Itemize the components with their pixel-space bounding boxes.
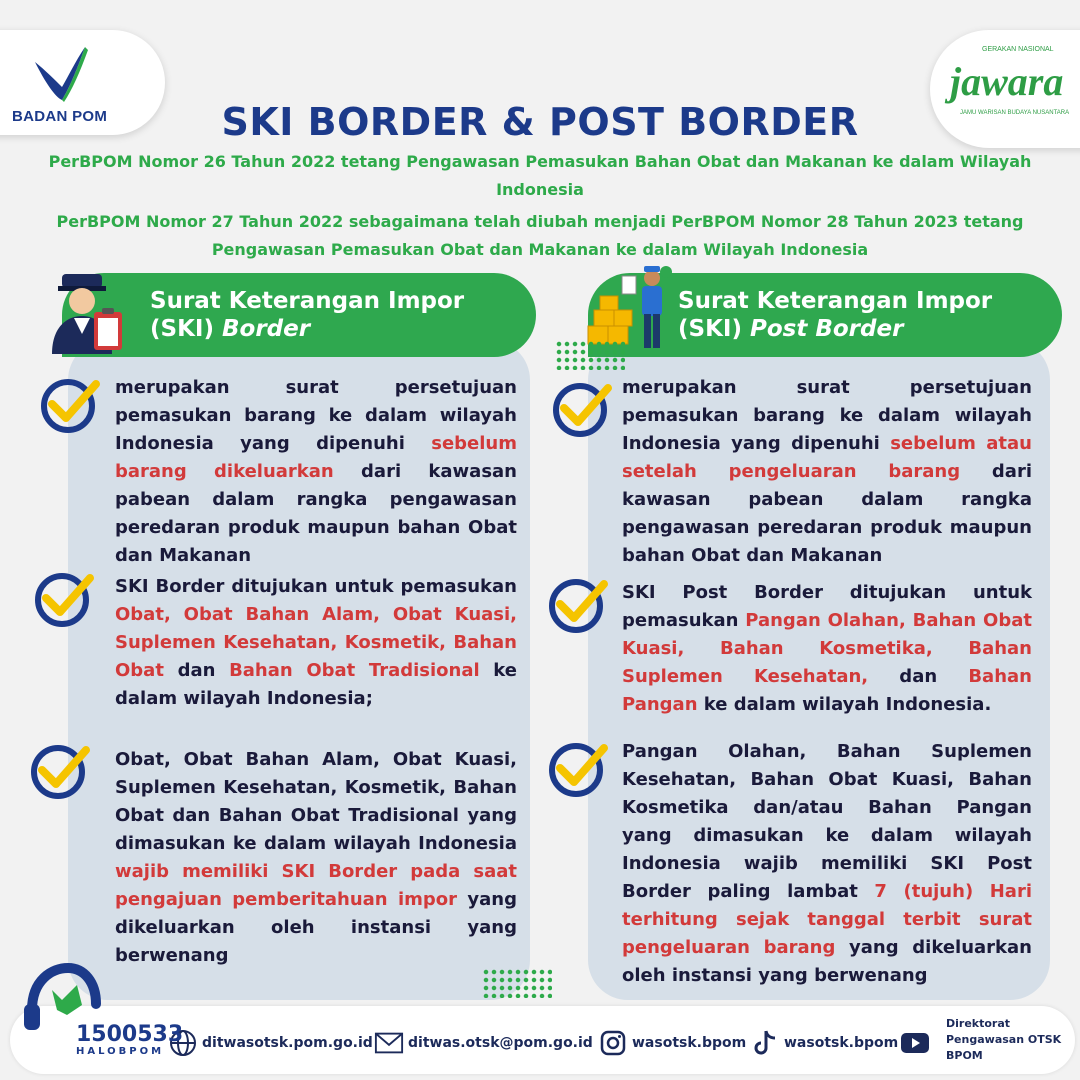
check-icon (34, 570, 94, 630)
decorative-dots (482, 968, 552, 998)
ski-post-border-scope: SKI Post Border ditujukan untuk pemasukan Pangan Olahan, Bahan Obat Kuasi, Bahan Kosmetika, Bahan Suplemen Kesehatan, dan Bahan Pangan ke dalam wilayah Indonesia. (622, 582, 1032, 715)
page-title: SKI BORDER & POST BORDER (221, 100, 859, 144)
ski-post-border-definition: merupakan surat persetujuan pemasukan barang ke dalam wilayah Indonesia yang dipenuhi sebelum atau setelah pengeluaran barang dari kawasan pabean dalam rangka pengawasan peredaran produk maupun bahan Obat dan Makanan (622, 377, 1032, 566)
youtube-icon (900, 1028, 930, 1058)
ski-post-border-header-line1: Surat Keterangan Impor (678, 288, 993, 314)
ski-border-header-line1: Surat Keterangan Impor (150, 288, 465, 314)
badan-pom-emblem-icon (30, 42, 90, 104)
website-text: ditwasotsk.pom.go.id (202, 1035, 373, 1051)
ski-post-border-obligation: Pangan Olahan, Bahan Suplemen Kesehatan, Bahan Obat Kuasi, Bahan Kosmetika dan/atau Bahan Pangan yang dimasukan ke dalam wilayah Indonesia wajib memiliki SKI Post Border paling lambat 7 (tujuh) Hari terhitung sejak tanggal terbit surat pengeluaran barang yang dikeluarkan oleh instansi yang berwenang (622, 741, 1032, 986)
youtube-channel-name: Direktorat Pengawasan OTSK BPOM (946, 1017, 1062, 1062)
ski-border-header-italic: Border (221, 316, 311, 342)
footer-website[interactable] (168, 1028, 373, 1058)
email-text: ditwas.otsk@pom.go.id (408, 1035, 593, 1051)
ski-border-header (62, 273, 536, 357)
ski-post-border-header-italic: Post Border (749, 316, 904, 342)
badan-pom-text: BADAN POM (12, 108, 108, 125)
decorative-dots (555, 340, 625, 370)
footer-youtube[interactable] (900, 1028, 934, 1058)
ski-border-obligation: Obat, Obat Bahan Alam, Obat Kuasi, Suplemen Kesehatan, Kosmetik, Bahan Obat dan Bahan Obat Tradisional yang dimasukan ke dalam wilayah Indonesia wajib memiliki SKI Border pada saat pengajuan pemberitahuan impor yang dikeluarkan oleh instansi yang berwenang (115, 749, 517, 966)
footer-tiktok[interactable] (750, 1028, 898, 1058)
check-icon (548, 576, 608, 636)
hotline-number: 1500533 (76, 1022, 184, 1047)
customs-officer-icon (44, 268, 130, 354)
envelope-icon (374, 1028, 404, 1058)
ski-post-border-header-prefix: (SKI) (678, 316, 750, 342)
check-icon (552, 380, 612, 440)
check-icon (40, 376, 100, 436)
ski-border-definition: merupakan surat persetujuan pemasukan barang ke dalam wilayah Indonesia yang dipenuhi sebelum barang dikeluarkan dari kawasan pabean dalam rangka pengawasan peredaran produk maupun bahan Obat dan Makanan (115, 377, 517, 566)
hotline-label: HALOBPOM (76, 1046, 165, 1057)
jawara-tagline: JAMU WARISAN BUDAYA NUSANTARA (960, 110, 1070, 116)
tiktok-text: wasotsk.bpom (784, 1035, 899, 1051)
tiktok-icon (750, 1028, 780, 1058)
delivery-worker-boxes-icon (586, 264, 676, 352)
instagram-text: wasotsk.bpom (632, 1035, 747, 1051)
regulation-1: PerBPOM Nomor 26 Tahun 2022 tetang Pengawasan Pemasukan Bahan Obat dan Makanan ke dalam Wilayah Indonesia (48, 152, 1032, 199)
footer-instagram[interactable] (598, 1028, 746, 1058)
ski-border-scope: SKI Border ditujukan untuk pemasukan Obat, Obat Bahan Alam, Obat Kuasi, Suplemen Kesehatan, Kosmetik, Bahan Obat dan Bahan Obat Tradisional ke dalam wilayah Indonesia; (115, 576, 517, 709)
footer-email[interactable] (374, 1028, 593, 1058)
jawara-wordmark: jawara (950, 59, 1064, 104)
instagram-icon (598, 1028, 628, 1058)
check-icon (548, 740, 608, 800)
regulation-2: PerBPOM Nomor 27 Tahun 2022 sebagaimana telah diubah menjadi PerBPOM Nomor 28 Tahun 2023 tetang Pengawasan Pemasukan Obat dan Makanan ke dalam Wilayah Indonesia (56, 212, 1024, 259)
jawara-subtitle: GERAKAN NASIONAL (982, 46, 1054, 53)
ski-border-header-prefix: (SKI) (150, 316, 222, 342)
check-icon (30, 742, 90, 802)
halo-bpom-hotline (18, 960, 184, 1075)
